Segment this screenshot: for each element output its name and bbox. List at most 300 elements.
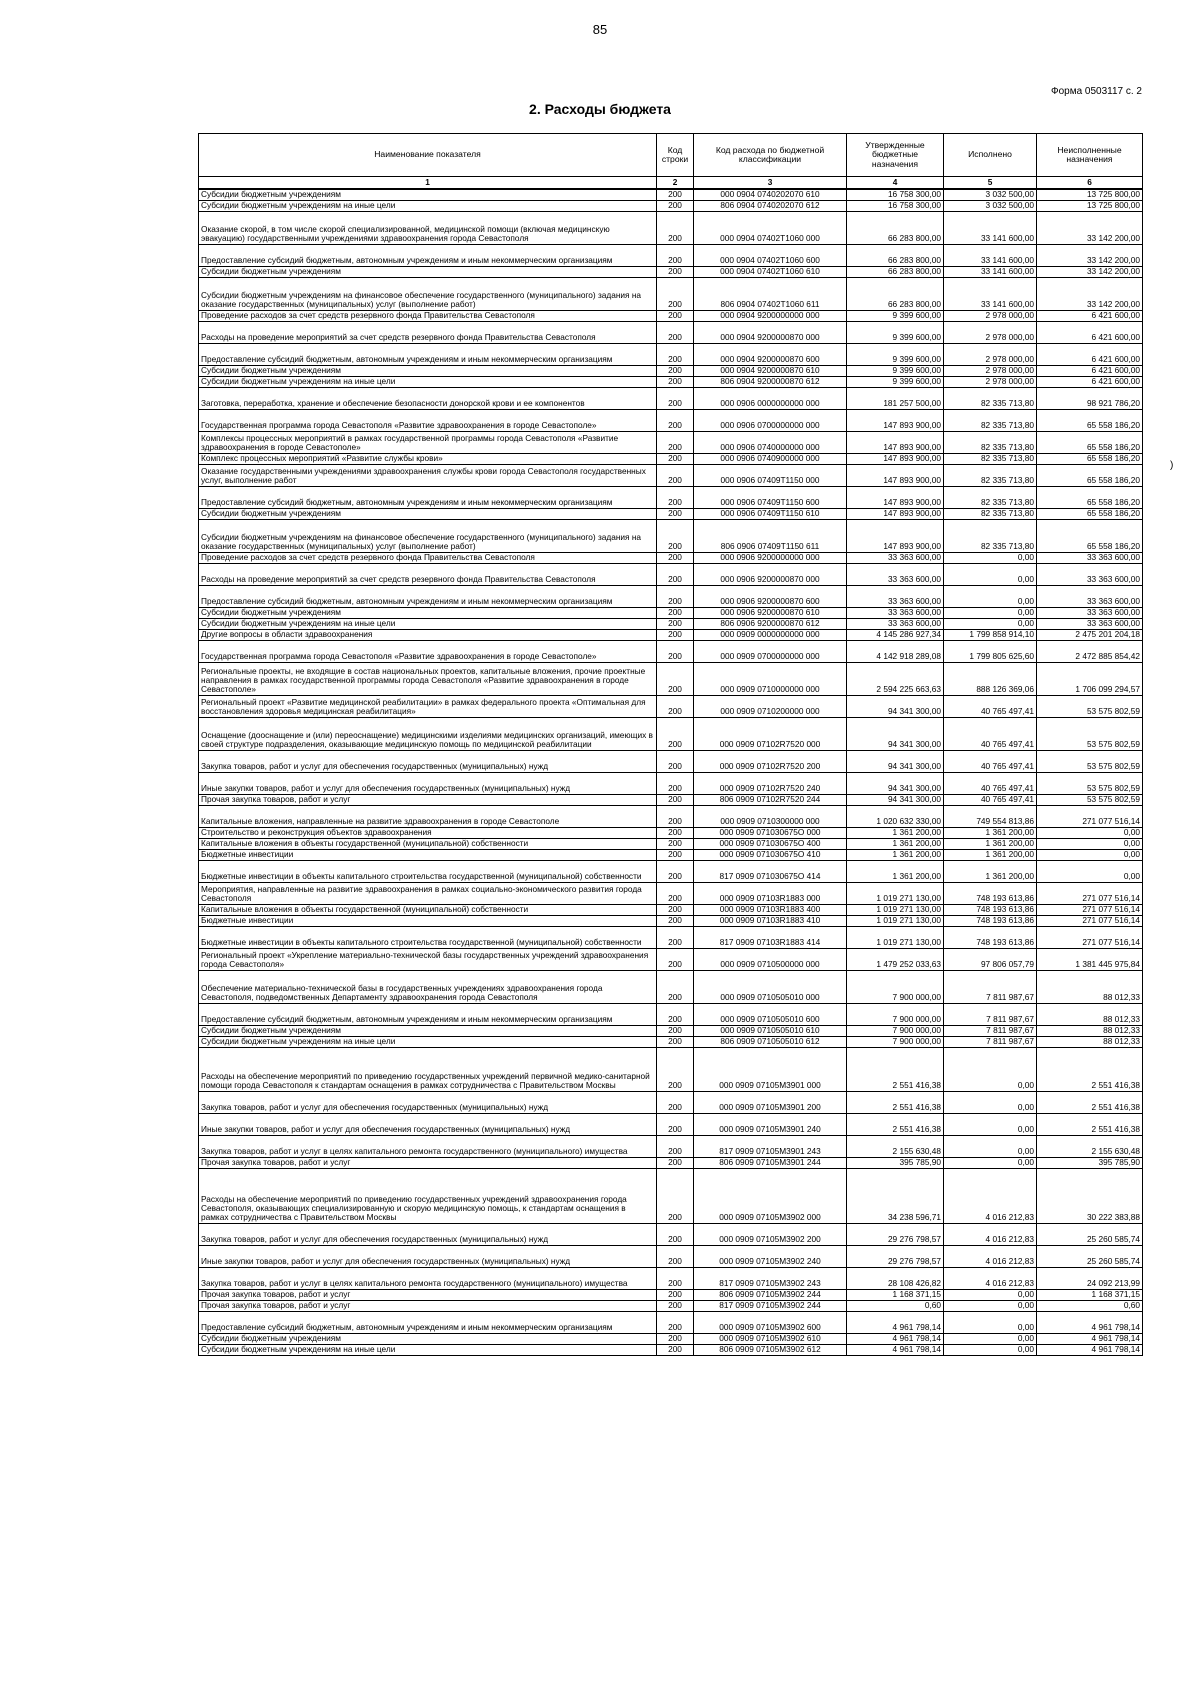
row-unexecuted: 271 077 516,14 (1037, 805, 1143, 827)
column-number: 2 (657, 177, 694, 190)
row-approved: 33 363 600,00 (847, 552, 944, 563)
section-title: 2. Расходы бюджета (529, 101, 671, 117)
row-unexecuted: 271 077 516,14 (1037, 915, 1143, 926)
row-budget-code: 000 0909 0710300000 000 (694, 805, 847, 827)
table-row (199, 310, 1143, 321)
row-approved: 4 961 798,14 (847, 1311, 944, 1333)
row-name: Бюджетные инвестиции (199, 849, 657, 860)
row-executed: 0,00 (944, 1289, 1037, 1300)
row-budget-code: 000 0909 07102R7520 200 (694, 750, 847, 772)
row-line-code: 200 (657, 1157, 694, 1168)
row-budget-code: 000 0909 0710505010 610 (694, 1025, 847, 1036)
row-unexecuted: 33 363 600,00 (1037, 552, 1143, 563)
row-executed: 7 811 987,67 (944, 1036, 1037, 1047)
row-approved: 2 155 630,48 (847, 1135, 944, 1157)
row-budget-code: 806 0909 07105М3902 612 (694, 1344, 847, 1355)
row-unexecuted: 88 012,33 (1037, 1025, 1143, 1036)
table-row (199, 277, 1143, 310)
row-approved: 1 019 271 130,00 (847, 882, 944, 904)
table-row (199, 1333, 1143, 1344)
table-row (199, 563, 1143, 585)
row-executed: 97 806 057,79 (944, 948, 1037, 970)
row-budget-code: 000 0909 0000000000 000 (694, 629, 847, 640)
row-executed: 748 193 613,86 (944, 882, 1037, 904)
row-executed: 4 016 212,83 (944, 1168, 1037, 1223)
row-budget-code: 000 0909 07102R7520 000 (694, 717, 847, 750)
row-line-code: 200 (657, 508, 694, 519)
row-approved: 7 900 000,00 (847, 1036, 944, 1047)
row-name: Иные закупки товаров, работ и услуг для обеспечения государственных (муниципальных) нужд (199, 772, 657, 794)
row-budget-code: 806 0909 07105М3901 244 (694, 1157, 847, 1168)
header-row (199, 134, 1143, 177)
row-approved: 33 363 600,00 (847, 585, 944, 607)
row-unexecuted: 6 421 600,00 (1037, 376, 1143, 387)
row-line-code: 200 (657, 1311, 694, 1333)
table-row (199, 486, 1143, 508)
row-line-code: 200 (657, 772, 694, 794)
row-executed: 0,00 (944, 1311, 1037, 1333)
row-name: Капитальные вложения, направленные на развитие здравоохранения в городе Севастополе (199, 805, 657, 827)
row-budget-code: 000 0904 9200000870 610 (694, 365, 847, 376)
row-approved: 94 341 300,00 (847, 794, 944, 805)
row-name: Субсидии бюджетным учреждениям (199, 607, 657, 618)
row-executed: 748 193 613,86 (944, 915, 1037, 926)
row-budget-code: 000 0909 07103R1883 400 (694, 904, 847, 915)
row-executed: 40 765 497,41 (944, 772, 1037, 794)
row-name: Иные закупки товаров, работ и услуг для обеспечения государственных (муниципальных) нужд (199, 1245, 657, 1267)
row-unexecuted: 65 558 186,20 (1037, 409, 1143, 431)
row-executed: 4 016 212,83 (944, 1267, 1037, 1289)
row-line-code: 200 (657, 794, 694, 805)
row-line-code: 200 (657, 1135, 694, 1157)
table-row (199, 1344, 1143, 1355)
row-executed: 4 016 212,83 (944, 1223, 1037, 1245)
table-row (199, 519, 1143, 552)
table-row (199, 266, 1143, 277)
row-approved: 0,60 (847, 1300, 944, 1311)
row-unexecuted: 33 363 600,00 (1037, 607, 1143, 618)
table-row (199, 1168, 1143, 1223)
row-approved: 147 893 900,00 (847, 464, 944, 486)
row-name: Субсидии бюджетным учреждениям (199, 1333, 657, 1344)
row-unexecuted: 33 142 200,00 (1037, 211, 1143, 244)
row-unexecuted: 33 363 600,00 (1037, 563, 1143, 585)
row-approved: 28 108 426,82 (847, 1267, 944, 1289)
row-unexecuted: 65 558 186,20 (1037, 431, 1143, 453)
row-name: Закупка товаров, работ и услуг в целях капитального ремонта государственного (муниципального) имущества (199, 1135, 657, 1157)
row-unexecuted: 4 961 798,14 (1037, 1344, 1143, 1355)
row-unexecuted: 33 363 600,00 (1037, 618, 1143, 629)
row-unexecuted: 30 222 383,88 (1037, 1168, 1143, 1223)
row-executed: 0,00 (944, 607, 1037, 618)
table-row (199, 453, 1143, 464)
row-unexecuted: 53 575 802,59 (1037, 772, 1143, 794)
row-line-code: 200 (657, 376, 694, 387)
row-name: Проведение расходов за счет средств резервного фонда Правительства Севастополя (199, 552, 657, 563)
row-unexecuted: 395 785,90 (1037, 1157, 1143, 1168)
row-executed: 0,00 (944, 563, 1037, 585)
row-line-code: 200 (657, 1267, 694, 1289)
row-unexecuted: 1 168 371,15 (1037, 1289, 1143, 1300)
row-budget-code: 806 0904 0740202070 612 (694, 200, 847, 211)
row-line-code: 200 (657, 849, 694, 860)
row-executed: 40 765 497,41 (944, 695, 1037, 717)
row-unexecuted: 271 077 516,14 (1037, 926, 1143, 948)
row-line-code: 200 (657, 1300, 694, 1311)
row-name: Субсидии бюджетным учреждениям на иные цели (199, 1344, 657, 1355)
row-line-code: 200 (657, 244, 694, 266)
row-name: Комплексы процессных мероприятий в рамках государственной программы города Севастополя «Развитие здравоохранения в городе Севастополе» (199, 431, 657, 453)
row-approved: 9 399 600,00 (847, 310, 944, 321)
row-line-code: 200 (657, 310, 694, 321)
table-row (199, 915, 1143, 926)
row-unexecuted: 1 706 099 294,57 (1037, 662, 1143, 695)
table-row (199, 1300, 1143, 1311)
row-line-code: 200 (657, 838, 694, 849)
row-executed: 7 811 987,67 (944, 1003, 1037, 1025)
row-executed: 40 765 497,41 (944, 794, 1037, 805)
row-approved: 94 341 300,00 (847, 750, 944, 772)
table-row (199, 640, 1143, 662)
row-approved: 1 020 632 330,00 (847, 805, 944, 827)
row-budget-code: 000 0909 07105М3902 200 (694, 1223, 847, 1245)
row-unexecuted: 2 551 416,38 (1037, 1091, 1143, 1113)
table-row (199, 585, 1143, 607)
table-row (199, 464, 1143, 486)
table-row (199, 1036, 1143, 1047)
row-executed: 82 335 713,80 (944, 519, 1037, 552)
row-line-code: 200 (657, 1025, 694, 1036)
row-executed: 0,00 (944, 1113, 1037, 1135)
row-unexecuted: 0,00 (1037, 827, 1143, 838)
row-name: Государственная программа города Севастополя «Развитие здравоохранения в городе Севастополе» (199, 640, 657, 662)
row-budget-code: 000 0904 0740202070 610 (694, 189, 847, 200)
row-line-code: 200 (657, 552, 694, 563)
row-executed: 2 978 000,00 (944, 310, 1037, 321)
row-unexecuted: 53 575 802,59 (1037, 794, 1143, 805)
row-executed: 1 799 805 625,60 (944, 640, 1037, 662)
row-executed: 7 811 987,67 (944, 1025, 1037, 1036)
row-approved: 9 399 600,00 (847, 343, 944, 365)
row-executed: 40 765 497,41 (944, 750, 1037, 772)
table-row (199, 1113, 1143, 1135)
row-approved: 33 363 600,00 (847, 607, 944, 618)
table-row (199, 662, 1143, 695)
row-budget-code: 000 0909 07105М3902 600 (694, 1311, 847, 1333)
row-executed: 0,00 (944, 1157, 1037, 1168)
row-budget-code: 000 0906 07409Т1150 610 (694, 508, 847, 519)
row-approved: 33 363 600,00 (847, 563, 944, 585)
row-budget-code: 000 0909 07103R1883 410 (694, 915, 847, 926)
row-budget-code: 000 0906 0740000000 000 (694, 431, 847, 453)
row-unexecuted: 65 558 186,20 (1037, 464, 1143, 486)
row-unexecuted: 53 575 802,59 (1037, 717, 1143, 750)
row-executed: 82 335 713,80 (944, 486, 1037, 508)
table-row (199, 1135, 1143, 1157)
row-line-code: 200 (657, 189, 694, 200)
row-line-code: 200 (657, 860, 694, 882)
row-executed: 3 032 500,00 (944, 200, 1037, 211)
row-executed: 3 032 500,00 (944, 189, 1037, 200)
row-budget-code: 000 0909 07105М3901 000 (694, 1047, 847, 1091)
row-name: Субсидии бюджетным учреждениям (199, 266, 657, 277)
row-line-code: 200 (657, 409, 694, 431)
table-row (199, 343, 1143, 365)
row-approved: 29 276 798,57 (847, 1223, 944, 1245)
row-budget-code: 000 0904 07402Т1060 600 (694, 244, 847, 266)
row-budget-code: 000 0906 07409Т1150 600 (694, 486, 847, 508)
row-unexecuted: 2 472 885 854,42 (1037, 640, 1143, 662)
row-budget-code: 000 0909 0710500000 000 (694, 948, 847, 970)
row-line-code: 200 (657, 1113, 694, 1135)
table-row (199, 772, 1143, 794)
row-budget-code: 000 0909 07105М3901 240 (694, 1113, 847, 1135)
row-unexecuted: 2 551 416,38 (1037, 1113, 1143, 1135)
row-executed: 2 978 000,00 (944, 321, 1037, 343)
row-approved: 1 479 252 033,63 (847, 948, 944, 970)
row-name: Обеспечение материально-технической базы в государственных учреждениях здравоохранения города Севастополя, подведомственных Департаменту здравоохранения города Севастополя (199, 970, 657, 1003)
row-name: Субсидии бюджетным учреждениям (199, 1025, 657, 1036)
table-row (199, 860, 1143, 882)
row-unexecuted: 33 142 200,00 (1037, 244, 1143, 266)
row-line-code: 200 (657, 486, 694, 508)
row-budget-code: 817 0909 07103R1883 414 (694, 926, 847, 948)
row-executed: 1 361 200,00 (944, 849, 1037, 860)
margin-mark: ) (1170, 460, 1174, 471)
row-name: Региональные проекты, не входящие в состав национальных проектов, капитальные вложения, прочие проектные направления в рамках государственной программы города Севастополя «Развитие здравоохранения в городе Севастополе» (199, 662, 657, 695)
row-line-code: 200 (657, 321, 694, 343)
table-row (199, 189, 1143, 200)
row-approved: 1 361 200,00 (847, 860, 944, 882)
table-row (199, 365, 1143, 376)
row-budget-code: 806 0909 07102R7520 244 (694, 794, 847, 805)
row-name: Предоставление субсидий бюджетным, автономным учреждениям и иным некоммерческим организациям (199, 585, 657, 607)
row-unexecuted: 13 725 800,00 (1037, 189, 1143, 200)
row-line-code: 200 (657, 882, 694, 904)
row-executed: 82 335 713,80 (944, 387, 1037, 409)
row-budget-code: 000 0904 07402Т1060 610 (694, 266, 847, 277)
row-approved: 147 893 900,00 (847, 409, 944, 431)
row-budget-code: 000 0906 0700000000 000 (694, 409, 847, 431)
row-line-code: 200 (657, 1168, 694, 1223)
row-unexecuted: 0,00 (1037, 849, 1143, 860)
row-executed: 82 335 713,80 (944, 508, 1037, 519)
row-name: Прочая закупка товаров, работ и услуг (199, 794, 657, 805)
row-approved: 4 142 918 289,08 (847, 640, 944, 662)
row-executed: 33 141 600,00 (944, 211, 1037, 244)
row-name: Расходы на проведение мероприятий за счет средств резервного фонда Правительства Севастополя (199, 321, 657, 343)
row-approved: 66 283 800,00 (847, 266, 944, 277)
table-row (199, 849, 1143, 860)
page-number: 85 (592, 22, 608, 37)
row-budget-code: 000 0909 071030675О 000 (694, 827, 847, 838)
row-executed: 0,00 (944, 1091, 1037, 1113)
row-approved: 147 893 900,00 (847, 431, 944, 453)
row-unexecuted: 6 421 600,00 (1037, 343, 1143, 365)
header-line: Код строки (657, 134, 694, 177)
row-line-code: 200 (657, 662, 694, 695)
row-budget-code: 817 0909 071030675О 414 (694, 860, 847, 882)
row-approved: 16 758 300,00 (847, 200, 944, 211)
table-row (199, 827, 1143, 838)
row-approved: 9 399 600,00 (847, 321, 944, 343)
row-line-code: 200 (657, 277, 694, 310)
table-row (199, 695, 1143, 717)
row-approved: 1 361 200,00 (847, 838, 944, 849)
row-approved: 16 758 300,00 (847, 189, 944, 200)
row-approved: 7 900 000,00 (847, 970, 944, 1003)
row-name: Бюджетные инвестиции в объекты капитального строительства государственной (муниципальной) собственности (199, 926, 657, 948)
row-unexecuted: 33 142 200,00 (1037, 277, 1143, 310)
row-unexecuted: 271 077 516,14 (1037, 904, 1143, 915)
row-budget-code: 000 0906 0740900000 000 (694, 453, 847, 464)
row-name: Оснащение (дооснащение и (или) переоснащение) медицинскими изделиями медицинских организаций, имеющих в своей структуре подразделения, оказывающие медицинскую помощь по медицинской реабилитации (199, 717, 657, 750)
table-row (199, 1091, 1143, 1113)
row-approved: 2 551 416,38 (847, 1091, 944, 1113)
column-number: 3 (694, 177, 847, 190)
row-approved: 7 900 000,00 (847, 1003, 944, 1025)
row-budget-code: 000 0904 9200000870 000 (694, 321, 847, 343)
row-line-code: 200 (657, 211, 694, 244)
table-row (199, 244, 1143, 266)
row-budget-code: 000 0909 07105М3902 240 (694, 1245, 847, 1267)
row-name: Субсидии бюджетным учреждениям на финансовое обеспечение государственного (муниципального) задания на оказание государственных (муниципальных) услуг (выполнение работ) (199, 519, 657, 552)
row-unexecuted: 13 725 800,00 (1037, 200, 1143, 211)
row-name: Субсидии бюджетным учреждениям (199, 508, 657, 519)
row-executed: 1 361 200,00 (944, 860, 1037, 882)
row-name: Заготовка, переработка, хранение и обеспечение безопасности донорской крови и ее компонентов (199, 387, 657, 409)
row-approved: 1 168 371,15 (847, 1289, 944, 1300)
row-name: Оказание скорой, в том числе скорой специализированной, медицинской помощи (включая медицинскую эвакуацию) государственными учреждениями здравоохранения города Севастополя (199, 211, 657, 244)
row-approved: 2 551 416,38 (847, 1047, 944, 1091)
row-name: Предоставление субсидий бюджетным, автономным учреждениям и иным некоммерческим организациям (199, 343, 657, 365)
row-unexecuted: 6 421 600,00 (1037, 365, 1143, 376)
row-name: Предоставление субсидий бюджетным, автономным учреждениям и иным некоммерческим организациям (199, 244, 657, 266)
table-row (199, 904, 1143, 915)
row-line-code: 200 (657, 827, 694, 838)
row-executed: 33 141 600,00 (944, 244, 1037, 266)
row-unexecuted: 0,60 (1037, 1300, 1143, 1311)
row-name: Строительство и реконструкция объектов здравоохранения (199, 827, 657, 838)
table-row (199, 552, 1143, 563)
row-approved: 33 363 600,00 (847, 618, 944, 629)
row-name: Расходы на обеспечение мероприятий по приведению государственных учреждений здравоохранения города Севастополя, оказывающих специализированную и скорую медицинскую помощь, к стандартам оснащения в рамках сотрудничества с Правительством Москвы (199, 1168, 657, 1223)
row-budget-code: 000 0909 07105М3902 000 (694, 1168, 847, 1223)
row-budget-code: 000 0904 9200000870 600 (694, 343, 847, 365)
row-line-code: 200 (657, 640, 694, 662)
row-unexecuted: 6 421 600,00 (1037, 321, 1143, 343)
row-name: Проведение расходов за счет средств резервного фонда Правительства Севастополя (199, 310, 657, 321)
row-approved: 1 361 200,00 (847, 849, 944, 860)
row-unexecuted: 65 558 186,20 (1037, 486, 1143, 508)
row-unexecuted: 88 012,33 (1037, 970, 1143, 1003)
row-unexecuted: 2 475 201 204,18 (1037, 629, 1143, 640)
row-line-code: 200 (657, 750, 694, 772)
row-name: Закупка товаров, работ и услуг для обеспечения государственных (муниципальных) нужд (199, 1091, 657, 1113)
row-line-code: 200 (657, 717, 694, 750)
table-row (199, 838, 1143, 849)
table-row (199, 750, 1143, 772)
row-unexecuted: 0,00 (1037, 860, 1143, 882)
row-approved: 94 341 300,00 (847, 772, 944, 794)
table-row (199, 618, 1143, 629)
row-executed: 888 126 369,06 (944, 662, 1037, 695)
table-row (199, 1003, 1143, 1025)
row-unexecuted: 65 558 186,20 (1037, 453, 1143, 464)
table-row (199, 882, 1143, 904)
row-name: Субсидии бюджетным учреждениям на иные цели (199, 376, 657, 387)
row-unexecuted: 4 961 798,14 (1037, 1333, 1143, 1344)
form-label: Форма 0503117 с. 2 (1050, 86, 1142, 97)
row-line-code: 200 (657, 431, 694, 453)
row-name: Комплекс процессных мероприятий «Развитие службы крови» (199, 453, 657, 464)
column-number: 4 (847, 177, 944, 190)
row-approved: 4 145 286 927,34 (847, 629, 944, 640)
table-row (199, 508, 1143, 519)
row-executed: 40 765 497,41 (944, 717, 1037, 750)
row-budget-code: 000 0904 07402Т1060 000 (694, 211, 847, 244)
table-row (199, 1267, 1143, 1289)
table-row (199, 607, 1143, 618)
row-budget-code: 000 0909 0700000000 000 (694, 640, 847, 662)
row-line-code: 200 (657, 464, 694, 486)
row-line-code: 200 (657, 200, 694, 211)
row-name: Прочая закупка товаров, работ и услуг (199, 1289, 657, 1300)
row-executed: 2 978 000,00 (944, 343, 1037, 365)
row-line-code: 200 (657, 387, 694, 409)
table-row (199, 1289, 1143, 1300)
row-line-code: 200 (657, 1047, 694, 1091)
expenditure-table (198, 133, 1143, 1356)
row-executed: 4 016 212,83 (944, 1245, 1037, 1267)
row-executed: 1 799 858 914,10 (944, 629, 1037, 640)
header-approved: Утвержденные бюджетные назначения (847, 134, 944, 177)
row-name: Капитальные вложения в объекты государственной (муниципальной) собственности (199, 904, 657, 915)
row-unexecuted: 98 921 786,20 (1037, 387, 1143, 409)
row-line-code: 200 (657, 365, 694, 376)
row-unexecuted: 25 260 585,74 (1037, 1245, 1143, 1267)
row-approved: 1 019 271 130,00 (847, 926, 944, 948)
row-approved: 1 019 271 130,00 (847, 904, 944, 915)
row-approved: 395 785,90 (847, 1157, 944, 1168)
row-budget-code: 817 0909 07105М3901 243 (694, 1135, 847, 1157)
row-executed: 0,00 (944, 1047, 1037, 1091)
column-number: 5 (944, 177, 1037, 190)
column-number: 1 (199, 177, 657, 190)
row-line-code: 200 (657, 1344, 694, 1355)
row-name: Расходы на обеспечение мероприятий по приведению государственных учреждений первичной медико-санитарной помощи города Севастополя к стандартам оснащения в рамках сотрудничества с Правительством Москвы (199, 1047, 657, 1091)
row-executed: 748 193 613,86 (944, 904, 1037, 915)
row-name: Предоставление субсидий бюджетным, автономным учреждениям и иным некоммерческим организациям (199, 1003, 657, 1025)
row-name: Закупка товаров, работ и услуг для обеспечения государственных (муниципальных) нужд (199, 1223, 657, 1245)
row-approved: 94 341 300,00 (847, 717, 944, 750)
row-line-code: 200 (657, 695, 694, 717)
row-line-code: 200 (657, 1223, 694, 1245)
row-unexecuted: 24 092 213,99 (1037, 1267, 1143, 1289)
row-executed: 82 335 713,80 (944, 464, 1037, 486)
row-line-code: 200 (657, 343, 694, 365)
header-unexecuted: Неисполненные назначения (1037, 134, 1143, 177)
row-name: Субсидии бюджетным учреждениям на иные цели (199, 618, 657, 629)
row-budget-code: 817 0909 07105М3902 244 (694, 1300, 847, 1311)
row-budget-code: 000 0906 9200000870 600 (694, 585, 847, 607)
table-row (199, 1025, 1143, 1036)
table-row (199, 387, 1143, 409)
row-executed: 82 335 713,80 (944, 453, 1037, 464)
row-line-code: 200 (657, 1289, 694, 1300)
row-budget-code: 000 0909 0710200000 000 (694, 695, 847, 717)
row-unexecuted: 33 142 200,00 (1037, 266, 1143, 277)
